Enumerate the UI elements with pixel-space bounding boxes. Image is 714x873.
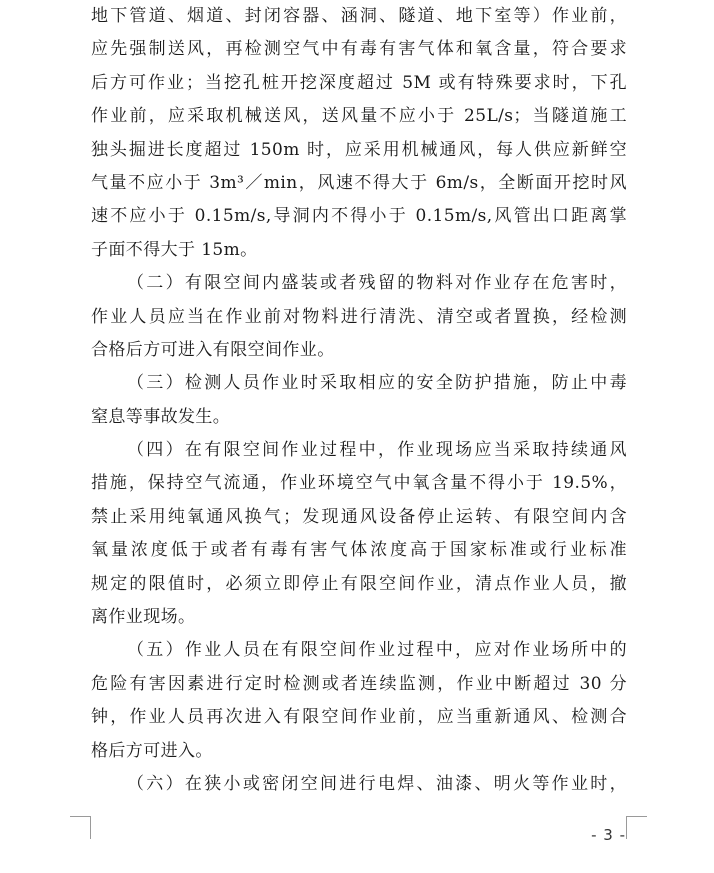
margin-corner-mark-right [626,816,647,839]
text-line: 氧量浓度低于或者有毒有害气体浓度高于国家标准或行业标准 [91,540,627,561]
paragraph-5-line: （五）作业人员在有限空间作业过程中，应对作业场所中的 [127,640,627,661]
paragraph-6-line: （六）在狭小或密闭空间进行电焊、油漆、明火等作业时， [127,773,627,794]
text-line: 禁止采用纯氧通风换气；发现通风设备停止运转、有限空间内含 [91,506,627,527]
text-line: 钟，作业人员再次进入有限空间作业前，应当重新通风、检测合 [91,707,627,728]
paragraph-4-line: （四）在有限空间作业过程中，作业现场应当采取持续通风 [127,440,627,461]
text-line: 后方可作业；当挖孔桩开挖深度超过 5M 或有特殊要求时，下孔 [91,72,627,93]
page-number: - 3 - [591,826,626,844]
text-line: 危险有害因素进行定时检测或者连续监测，作业中断超过 30 分 [91,673,627,694]
text-line: 地下管道、烟道、封闭容器、涵洞、隧道、地下室等）作业前， [91,6,627,26]
paragraph-2-line: （二）有限空间内盛装或者残留的物料对作业存在危害时， [127,273,627,294]
text-line: 作业人员应当在作业前对物料进行清洗、清空或者置换，经检测 [91,306,627,327]
margin-corner-mark-left [70,816,91,839]
text-line: 作业前，应采取机械送风，送风量不应小于 25L/s；当隧道施工 [91,106,627,127]
text-line: 子面不得大于 15m。 [91,239,258,260]
text-line: 规定的限值时，必须立即停止有限空间作业，清点作业人员，撤 [91,573,627,594]
text-line: 速不应小于 0.15m/s,导洞内不得小于 0.15m/s,风管出口距离掌 [91,206,627,227]
text-line: 离作业现场。 [91,607,196,628]
text-line: 气量不应小于 3m³／min，风速不得大于 6m/s，全断面开挖时风 [91,172,627,193]
text-line: 格后方可进入。 [91,740,213,761]
paragraph-3-line: （三）检测人员作业时采取相应的安全防护措施，防止中毒 [127,373,627,394]
text-line: 合格后方可进入有限空间作业。 [91,339,335,360]
text-line: 独头掘进长度超过 150m 时，应采用机械通风，每人供应新鲜空 [91,139,627,160]
text-line: 窒息等事故发生。 [91,406,231,427]
text-line: 措施，保持空气流通，作业环境空气中氧含量不得小于 19.5%， [91,473,627,494]
text-line: 应先强制送风，再检测空气中有毒有害气体和氧含量，符合要求 [91,39,627,60]
body-text [91,0,627,801]
